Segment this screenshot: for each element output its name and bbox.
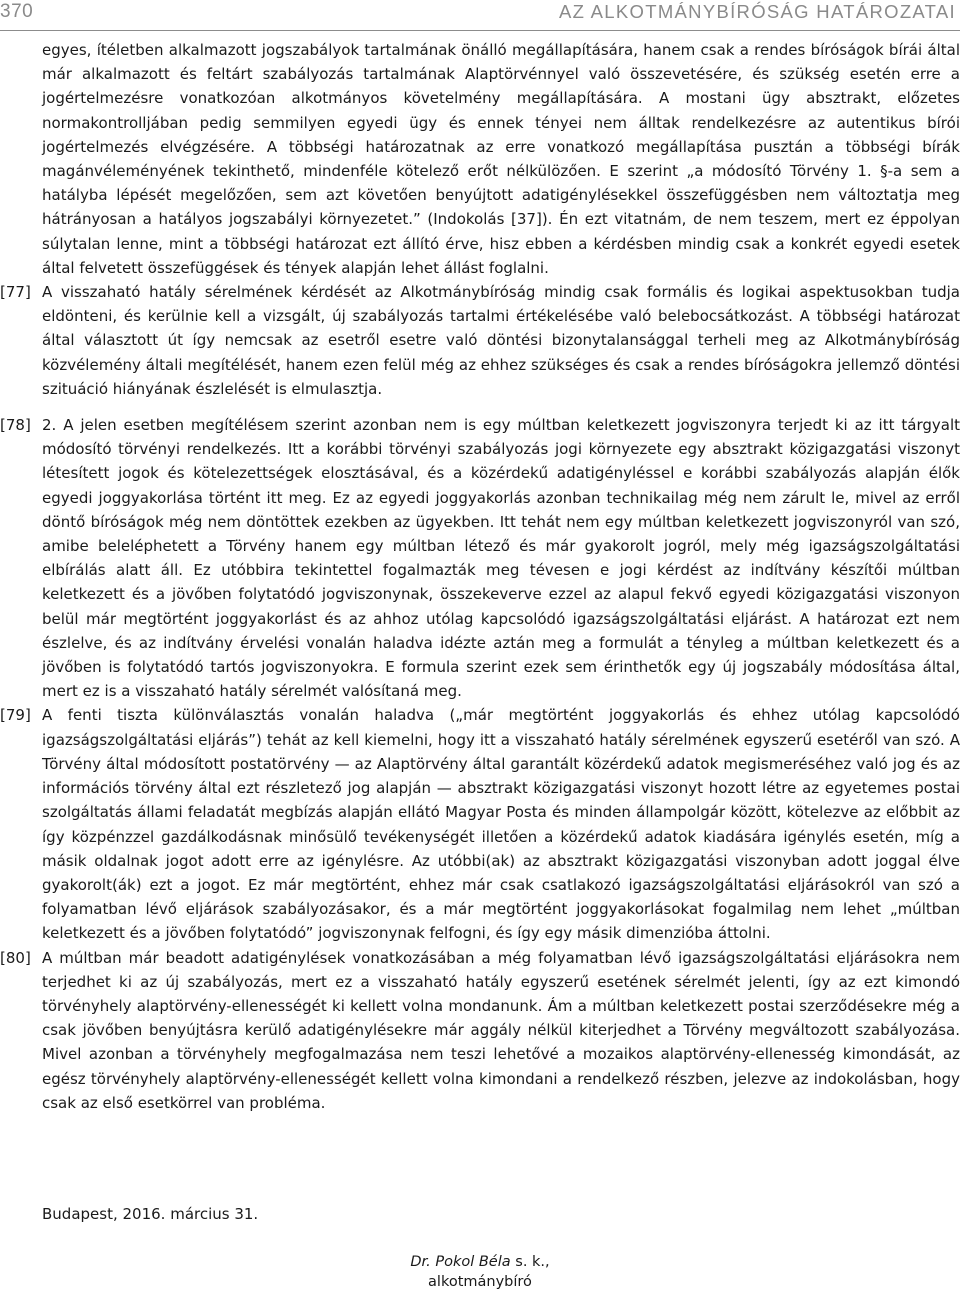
paragraph-text: A múltban már beadott adatigénylések vonatkozásában a még folyamatban lévő igazságszolgáltatási eljárásokra nem terjedhet ki az új szabályozás, mert ez a visszaható hatály egyszerű esetének sérelmét jelenti, így az ezt kimondó törvényhely alaptörvény-ellenességét ki kellett volna mondanunk. Ám a múltban keletkezett postai szerződésekre még a csak jövőben benyújtásra kerülő adatigénylésekre már aggály nélkül kiterjedhet a Törvény megváltozott szabályozása. Mivel azonban a törvényhely megfogalmazása nem teszi lehetővé a mozaikos alaptörvény-ellenesség kimondását, az egész törvényhely alaptörvény-ellenességét kellett volna kimondani a rendelkező részben, jelezve az indokolásban, hogy csak az első esetkörrel van probléma. bbox=[42, 948, 960, 1112]
paragraph-80 bbox=[0, 946, 960, 1115]
paragraph-number: [79] bbox=[0, 706, 31, 725]
page-header bbox=[0, 0, 960, 31]
paragraph-spacer bbox=[42, 401, 960, 413]
paragraph-number: [80] bbox=[0, 948, 31, 967]
signer-name: Dr. Pokol Béla bbox=[410, 1254, 511, 1270]
signer-suffix: s. k., bbox=[510, 1254, 550, 1270]
paragraph-continuation bbox=[42, 38, 960, 280]
signer-role: alkotmánybíró bbox=[428, 1274, 532, 1290]
running-title: AZ ALKOTMÁNYBÍRÓSÁG HATÁROZATAI bbox=[559, 1, 956, 22]
closing-date: Budapest, 2016. március 31. bbox=[42, 1205, 259, 1223]
paragraph-text: A visszaható hatály sérelmének kérdését az Alkotmánybíróság mindig csak formális és logikai aspektusokban tudja eldönteni, és kerülnie kell a vizsgált, új szabályozás tartalmi értékelésébe való belebocsátkozást. A többségi határozat által választott út így nemcsak az esetről esetre való döntési bizonytalansággal terheli meg az Alkotmánybíróság közvélemény általi megítélését, hanem ezen felül még az ehhez szükséges és csak a rendes bíróságokra jellemző döntési szituáció hiányának észlelését is elmulasztja. bbox=[42, 283, 960, 398]
paragraph-text: 2. A jelen esetben megítélésem szerint azonban nem is egy múltban keletkezett jogviszonyra terjedt ki az itt tárgyalt módosító törvényi rendelkezés. Itt a korábbi törvényi szabályozás jogi környezete egy absztrakt közigazgatási viszonyt létesített jogok és kötelezettségek elosztásával, és a közérdekű adatigényléssel e korábbi szabályozás alapján élők egyedi joggyakorlása történt itt meg. Ez az egyedi joggyakorlás azonban technikailag még nem zárult le, mivel az erről döntő bíróságok még nem döntöttek ezekben az ügyekben. Itt tehát nem egy múltban keletkezett jogviszonyról van szó, amibe beleléphetett a Törvény hanem egy múltban létező és már gyakorolt jogról, mely még igazságszolgáltatási elbírálás alatt áll. Ez utóbbira tekintettel fogalmazták meg tévesen e jogi kérdést az indítvány készítői múltban keletkezett és a jövőben folytatódó jogviszonynak, összekeverve ezzel az alapul fekvő egyedi közigazgatási viszonyon belül már megtörtént joggyakorlást és az ahhoz utólag kapcsolódó igazságszolgáltatási eljárást. A határozat ezt nem észlelve, és az indítvány érvelési vonalán haladva idézte aztán meg a formulát a tényleg a múltban keletkezett és a jövőben is folytatódó tartós jogviszonyokra. E formula szerint ezek sem érinthetők egy új jogszabály módosítása által, mert ez is a visszaható hatály sérelmét valósítaná meg. bbox=[42, 416, 960, 701]
paragraph-number: [77] bbox=[0, 283, 31, 302]
paragraph-79 bbox=[0, 703, 960, 945]
signature-name bbox=[0, 1254, 960, 1270]
paragraph-77 bbox=[0, 280, 960, 401]
paragraph-78 bbox=[0, 413, 960, 703]
page-number: 370 bbox=[0, 1, 34, 22]
paragraph-number: [78] bbox=[0, 416, 31, 435]
paragraph-text: egyes, ítéletben alkalmazott jogszabályok tartalmának önálló megállapítására, hanem csak a rendes bíróságok bírái által már alkalmazott és feltárt szabályozás tartalmának Alaptörvénnyel való összevetésére, és szükség esetén erre a jogértelmezésre vonatkozóan alkotmányos követelmény megállapítására. A mostani ügy absztrakt, előzetes normakontrolljában pedig semmilyen egyedi ügy és ennek tényei nem álltak rendelkezésre az autentikus bírói jogértelmezés elvégzésére. A többségi határozatnak az erre vonatkozó megállapítása pusztán a többségi bírák magánvéleményének tekinthető, mindenféle kötelező erőt nélkülözően. E szerint „a módosító Törvény 1. §-a sem a hatályba lépését megelőzően, sem azt követően benyújtott adatigénylésekkel összefüggésben nem változtatja meg hátrányosan a hatályos jogszabályi környezetet.” (Indokolás [37]). Én ezt vitatnám, de nem teszem, mert ez éppolyan súlytalan lenne, mint a többségi határozat ezt állító érve, hisz ebben a kérdésben mindig csak a konkrét egyedi esetek által felvetett összefüggések és tények alapján lehet állást foglalni. bbox=[42, 41, 960, 277]
body-text bbox=[0, 38, 960, 1115]
paragraph-text: A fenti tiszta különválasztás vonalán haladva („már megtörtént joggyakorlás és ehhez utólag kapcsolódó igazságszolgáltatási eljárás”) tehát az kell kiemelni, hogy itt a visszaható hatály sérelmének egyszerű esetéről van szó. A Törvény által módosított postatörvény — az Alaptörvény által garantált közérdekű adatok megismeréséhez való jog és az információs törvény által ezt részletező jog alapján — absztrakt közigazgatási viszonyt hozott létre az egyetemes postai szolgáltatás állami feladatát megbízás alapján ellátó Magyar Posta és minden állampolgár között, kötelezve az előbbit az így közpénzzel gazdálkodásnak minősülő tevékenységét illetően a közérdekű adatok kiadására igénylés esetén, míg a másik oldalnak jogot adott erre az igénylésre. Az utóbbi(ak) az absztrakt közigazgatási viszonyban adott joggal élve gyakorolt(ák) ezt a jogot. Ez már megtörtént, ehhez már csak csatlakozó igazságszolgáltatási eljárásokról van szó a folyamatban lévő eljárások szabályozásakor, és a már megtörtént joggyakorlásokat fogalmilag nem lehet „múltban keletkezett és a jövőben folytatódó” jogviszonynak felfogni, és így egy másik dimenzióba áttolni. bbox=[42, 706, 960, 943]
